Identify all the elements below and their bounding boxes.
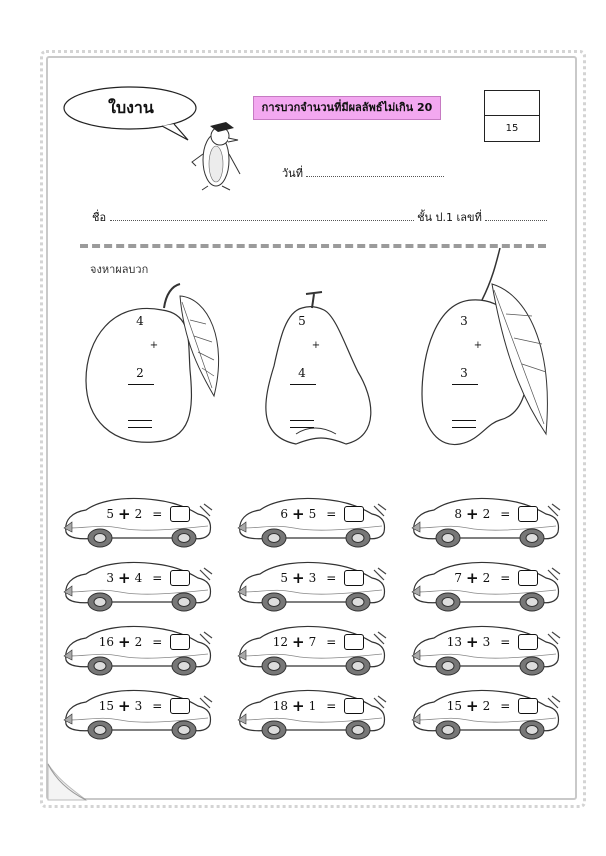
number-label: เลขที่ <box>456 211 482 224</box>
equation <box>444 632 554 652</box>
car-problem <box>234 622 389 672</box>
addend-b: 3 <box>482 635 491 649</box>
addend-a: 15 <box>446 699 462 713</box>
addend-a: 5 <box>106 507 114 521</box>
equation <box>270 568 380 588</box>
fruit-1-bottom: 2 <box>136 366 144 380</box>
addend-b: 4 <box>134 571 143 585</box>
guava-icon <box>82 280 232 450</box>
class-label: ชั้น ป.1 <box>417 211 454 224</box>
date-row <box>282 164 444 182</box>
equals-sign: = <box>500 571 511 585</box>
addend-a: 7 <box>454 571 462 585</box>
date-field[interactable] <box>306 167 444 177</box>
addend-b: 2 <box>482 571 491 585</box>
equals-sign: = <box>152 699 163 713</box>
bubble-text: ใบงาน <box>108 98 154 117</box>
car-problem <box>234 494 389 544</box>
answer-box[interactable] <box>344 698 364 714</box>
plus-sign: + <box>118 633 131 651</box>
addend-a: 15 <box>98 699 114 713</box>
plus-sign: + <box>466 569 479 587</box>
addend-b: 5 <box>308 507 317 521</box>
addend-b: 2 <box>134 635 143 649</box>
addend-a: 6 <box>280 507 288 521</box>
plus-sign: + <box>118 569 131 587</box>
plus-sign: + <box>292 569 305 587</box>
equals-sign: = <box>500 635 511 649</box>
car-problem <box>408 622 563 672</box>
equation <box>270 696 380 716</box>
car-problem <box>60 558 215 608</box>
rose-apple-icon <box>256 286 380 450</box>
plus-sign: + <box>292 633 305 651</box>
equals-sign: = <box>326 507 337 521</box>
equation <box>96 568 206 588</box>
equals-sign: = <box>326 699 337 713</box>
addend-a: 18 <box>272 699 288 713</box>
fruit-3-plus: + <box>473 340 483 351</box>
car-problem <box>408 686 563 736</box>
addend-b: 2 <box>482 699 491 713</box>
car-problem <box>234 686 389 736</box>
equals-sign: = <box>152 571 163 585</box>
answer-box[interactable] <box>344 570 364 586</box>
fruit-1-answer[interactable] <box>128 420 152 428</box>
plus-sign: + <box>292 697 305 715</box>
addend-b: 2 <box>482 507 491 521</box>
penguin-graduate-icon <box>186 114 248 192</box>
equals-sign: = <box>152 507 163 521</box>
addend-b: 7 <box>308 635 317 649</box>
answer-box[interactable] <box>170 634 190 650</box>
answer-box[interactable] <box>518 570 538 586</box>
fruit-1-plus: + <box>149 340 159 351</box>
fruit-2-answer[interactable] <box>290 420 314 428</box>
addend-b: 1 <box>308 699 317 713</box>
addend-b: 3 <box>134 699 143 713</box>
car-problem <box>60 686 215 736</box>
answer-box[interactable] <box>518 506 538 522</box>
addend-a: 5 <box>280 571 288 585</box>
plus-sign: + <box>466 633 479 651</box>
answer-box[interactable] <box>518 634 538 650</box>
plus-sign: + <box>118 697 131 715</box>
equation <box>444 696 554 716</box>
addend-a: 3 <box>106 571 114 585</box>
equation <box>444 568 554 588</box>
number-field[interactable] <box>485 211 547 221</box>
fruit-3-top: 3 <box>460 314 468 328</box>
name-field[interactable] <box>110 211 414 221</box>
answer-box[interactable] <box>344 634 364 650</box>
addend-a: 16 <box>98 635 114 649</box>
page-curl-icon <box>46 762 90 802</box>
car-problem <box>408 494 563 544</box>
score-earned-cell[interactable] <box>485 91 539 116</box>
answer-box[interactable] <box>170 698 190 714</box>
equation <box>270 504 380 524</box>
equals-sign: = <box>326 635 337 649</box>
answer-box[interactable] <box>518 698 538 714</box>
addend-b: 3 <box>308 571 317 585</box>
date-label: วันที่ <box>282 167 303 180</box>
speech-bubble <box>62 86 200 134</box>
plus-sign: + <box>292 505 305 523</box>
addend-b: 2 <box>134 507 143 521</box>
instruction: จงหาผลบวก <box>90 263 149 276</box>
answer-box[interactable] <box>170 506 190 522</box>
addend-a: 8 <box>454 507 462 521</box>
equation <box>270 632 380 652</box>
fruit-2-bottom: 4 <box>298 366 306 380</box>
fruit-2-top: 5 <box>298 314 306 328</box>
answer-box[interactable] <box>170 570 190 586</box>
name-label: ชื่อ <box>92 211 107 224</box>
equals-sign: = <box>326 571 337 585</box>
car-problem <box>234 558 389 608</box>
equals-sign: = <box>152 635 163 649</box>
equals-sign: = <box>500 699 511 713</box>
fruit-3-answer[interactable] <box>452 420 476 428</box>
car-problem <box>60 622 215 672</box>
car-problem <box>408 558 563 608</box>
fruit-1-top: 4 <box>136 314 144 328</box>
equation <box>96 632 206 652</box>
car-problem <box>60 494 215 544</box>
plus-sign: + <box>466 697 479 715</box>
fruit-3-bottom: 3 <box>460 366 468 380</box>
equation <box>96 696 206 716</box>
worksheet-title: การบวกจำนวนที่มีผลลัพธ์ไม่เกิน 20 <box>253 96 441 120</box>
plus-sign: + <box>118 505 131 523</box>
fruit-3-underline <box>452 384 478 385</box>
fruit-2-plus: + <box>311 340 321 351</box>
addend-a: 12 <box>272 635 288 649</box>
fruit-1-underline <box>128 384 154 385</box>
equation <box>96 504 206 524</box>
plus-sign: + <box>466 505 479 523</box>
score-total: 15 <box>505 123 519 134</box>
equals-sign: = <box>500 507 511 521</box>
score-box <box>484 90 540 142</box>
name-row <box>92 208 562 226</box>
fruit-2-underline <box>290 384 316 385</box>
equation <box>444 504 554 524</box>
addend-a: 13 <box>446 635 462 649</box>
answer-box[interactable] <box>344 506 364 522</box>
